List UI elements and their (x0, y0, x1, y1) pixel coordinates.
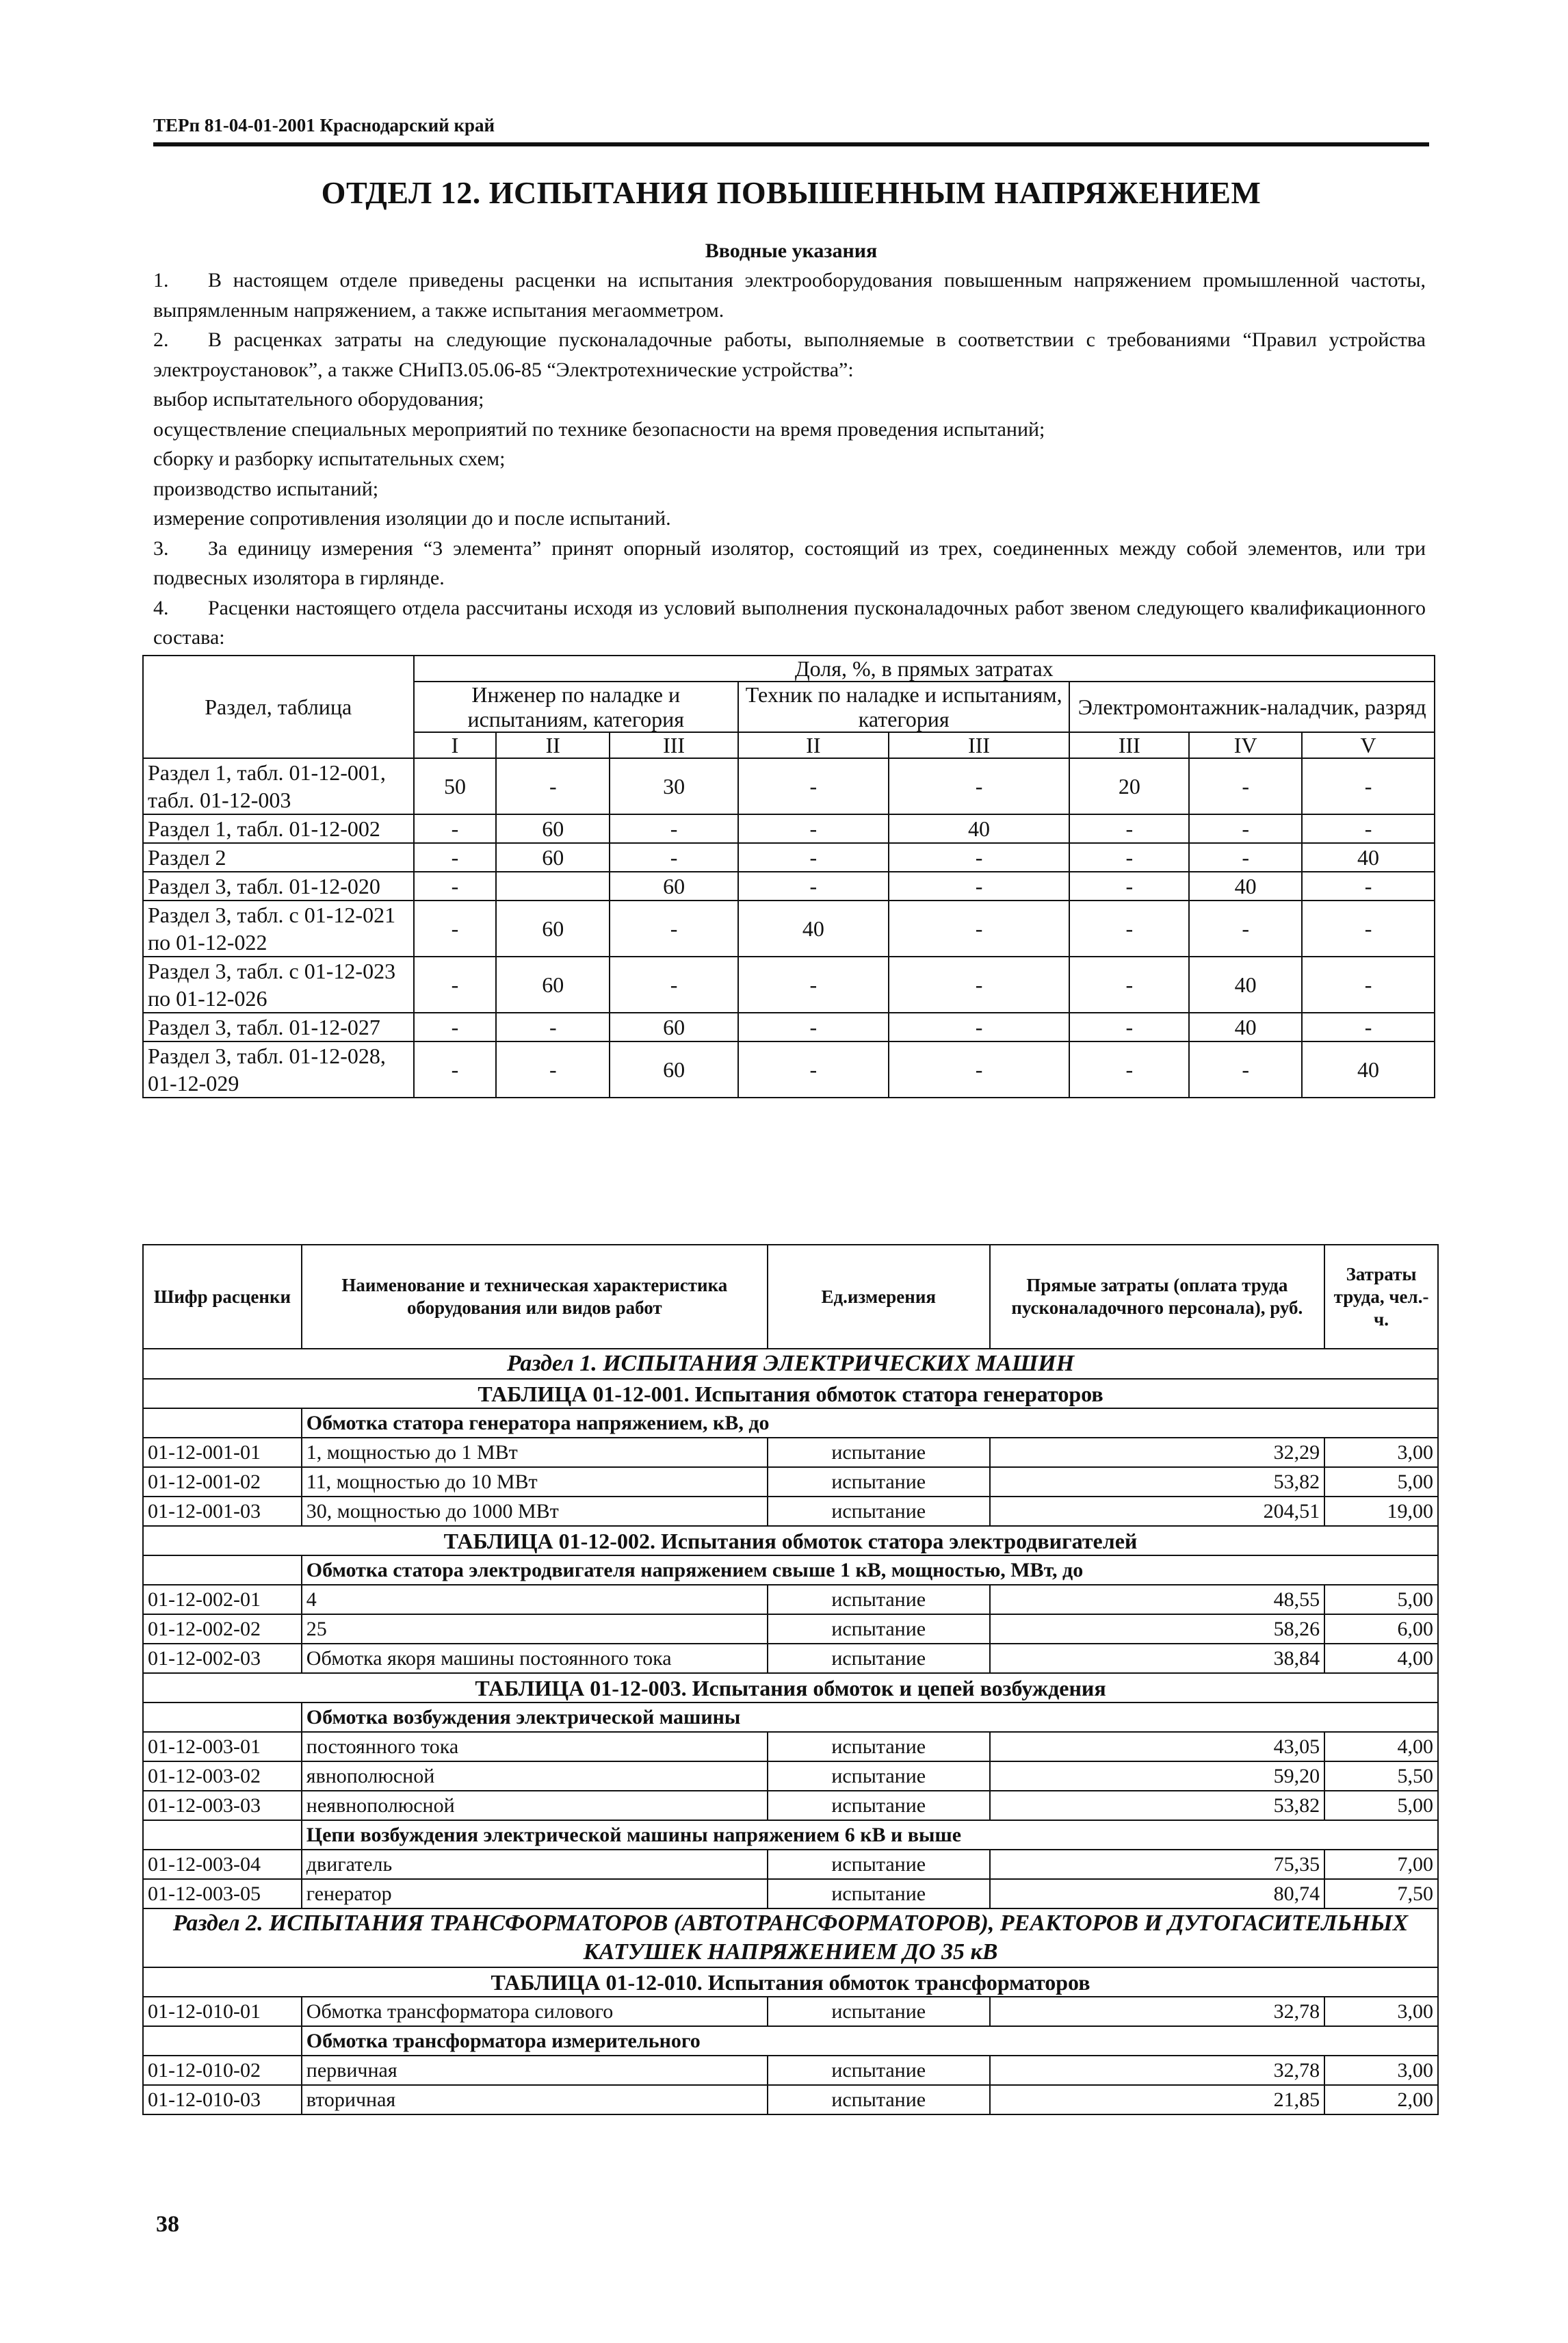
rate-cost: 58,26 (990, 1614, 1324, 1644)
rate-labor: 19,00 (1324, 1497, 1438, 1526)
staff-header-share: Доля, %, в прямых затратах (414, 656, 1435, 682)
rate-labor: 5,00 (1324, 1467, 1438, 1497)
staff-share-cell: 40 (1302, 1041, 1435, 1098)
staff-row (143, 901, 1435, 957)
staff-subheader-cell: II (738, 732, 889, 758)
staff-share-cell: - (1189, 843, 1302, 872)
staff-share-cell: 60 (496, 814, 610, 843)
table-row (143, 1879, 1438, 1908)
rate-unit: испытание (768, 2085, 990, 2114)
staff-subheader-cell: I (414, 732, 497, 758)
rate-unit: испытание (768, 2056, 990, 2085)
staff-share-cell: - (738, 1013, 889, 1041)
staff-share-cell: - (738, 1041, 889, 1098)
table-row (143, 1379, 1438, 1408)
paragraph-text: Расценки настоящего отдела рассчитаны исходя из условий выполнения пусконаладочных работ звеном следующего квалификационного состава: (153, 596, 1426, 649)
staff-row-label: Раздел 1, табл. 01-12-001, табл. 01-12-003 (143, 758, 414, 814)
staff-subheader-cell: III (1069, 732, 1189, 758)
paragraph-number: 3. (153, 536, 169, 560)
rate-code: 01-12-003-03 (143, 1791, 302, 1820)
rate-labor: 5,00 (1324, 1585, 1438, 1614)
table-row (143, 1614, 1438, 1644)
price-header-unit: Ед.измерения (768, 1245, 990, 1349)
staff-share-cell: - (1302, 814, 1435, 843)
empty-cell (143, 1703, 302, 1732)
rate-code: 01-12-002-03 (143, 1644, 302, 1673)
staff-share-cell: - (1069, 957, 1189, 1013)
staff-share-cell: - (1069, 901, 1189, 957)
staff-share-cell: - (414, 1041, 497, 1098)
rate-cost: 53,82 (990, 1791, 1324, 1820)
staff-share-cell: 60 (610, 1041, 738, 1098)
staff-share-cell: - (610, 901, 738, 957)
rate-labor: 5,50 (1324, 1761, 1438, 1791)
staff-share-cell: - (414, 814, 497, 843)
rate-name: неявнополюсной (302, 1791, 768, 1820)
intro-list-item: измерение сопротивления изоляции до и после испытаний. (153, 507, 671, 530)
staff-row (143, 957, 1435, 1013)
rate-cost: 21,85 (990, 2085, 1324, 2114)
staff-row-label: Раздел 3, табл. 01-12-020 (143, 872, 414, 901)
running-head: ТЕРп 81-04-01-2001 Краснодарский край (153, 115, 495, 135)
rate-labor: 7,50 (1324, 1879, 1438, 1908)
header-rule (153, 142, 1429, 146)
staff-row-label: Раздел 3, табл. с 01-12-023 по 01-12-026 (143, 957, 414, 1013)
intro-list-item: выбор испытательного оборудования; (153, 388, 484, 411)
staff-share-cell: - (496, 1041, 610, 1098)
rate-labor: 4,00 (1324, 1644, 1438, 1673)
rate-name: 4 (302, 1585, 768, 1614)
staff-share-cell: - (1069, 843, 1189, 872)
staff-share-cell: - (1302, 957, 1435, 1013)
staff-row (143, 1041, 1435, 1098)
staff-share-cell: - (738, 957, 889, 1013)
rate-name: 1, мощностью до 1 МВт (302, 1438, 768, 1467)
rate-name: генератор (302, 1879, 768, 1908)
rate-cost: 32,78 (990, 2056, 1324, 2085)
subgroup-title: Цепи возбуждения электрической машины напряжением 6 кВ и выше (302, 1820, 1438, 1850)
staff-share-cell: 40 (889, 814, 1070, 843)
rate-code: 01-12-003-04 (143, 1850, 302, 1879)
intro-paragraph-2 (153, 325, 1426, 385)
staff-share-cell: - (1189, 758, 1302, 814)
staff-share-cell: - (1302, 1013, 1435, 1041)
rate-cost: 53,82 (990, 1467, 1324, 1497)
staff-share-cell: - (1189, 1041, 1302, 1098)
staff-row (143, 872, 1435, 901)
paragraph-number: 2. (153, 328, 169, 351)
staff-subheader-cell: III (610, 732, 738, 758)
staff-share-cell: 60 (496, 843, 610, 872)
rate-cost: 43,05 (990, 1732, 1324, 1761)
intro-paragraph-4 (153, 593, 1426, 653)
rate-unit: испытание (768, 1732, 990, 1761)
staff-share-cell: - (738, 814, 889, 843)
staff-row-label: Раздел 3, табл. 01-12-028, 01-12-029 (143, 1041, 414, 1098)
staff-share-cell: - (496, 1013, 610, 1041)
staff-share-cell: - (1189, 901, 1302, 957)
staff-header-technician: Техник по наладке и испытаниям, категория (738, 682, 1069, 732)
staff-share-cell: 40 (1302, 843, 1435, 872)
intro-paragraph-1 (153, 266, 1426, 325)
staff-row-label: Раздел 3, табл. с 01-12-021 по 01-12-022 (143, 901, 414, 957)
rate-code: 01-12-010-03 (143, 2085, 302, 2114)
empty-cell (143, 1820, 302, 1850)
staff-share-cell: 60 (496, 901, 610, 957)
staff-row-label: Раздел 2 (143, 843, 414, 872)
table-row (143, 1791, 1438, 1820)
rate-code: 01-12-003-02 (143, 1761, 302, 1791)
staff-header-electrician: Электромонтажник-наладчик, разряд (1069, 682, 1435, 732)
subgroup-title: Обмотка статора электродвигателя напряжением свыше 1 кВ, мощностью, МВт, до (302, 1555, 1438, 1585)
staff-share-cell: - (1189, 814, 1302, 843)
staff-share-cell: 30 (610, 758, 738, 814)
rate-labor: 5,00 (1324, 1791, 1438, 1820)
table-row (143, 1997, 1438, 2026)
staff-share-cell: 60 (610, 872, 738, 901)
table-row (143, 1497, 1438, 1526)
staff-share-cell: - (889, 901, 1070, 957)
subgroup-title: Обмотка статора генератора напряжением, кВ, до (302, 1408, 1438, 1438)
table-row (143, 1438, 1438, 1467)
staff-share-cell: 50 (414, 758, 497, 814)
rate-name: Обмотка трансформатора силового (302, 1997, 768, 2026)
empty-cell (143, 1555, 302, 1585)
staff-row-label: Раздел 1, табл. 01-12-002 (143, 814, 414, 843)
rate-labor: 4,00 (1324, 1732, 1438, 1761)
rate-cost: 32,29 (990, 1438, 1324, 1467)
table-row (143, 1408, 1438, 1438)
paragraph-number: 4. (153, 596, 169, 619)
staff-share-cell: - (1069, 1041, 1189, 1098)
staff-share-cell: - (1069, 814, 1189, 843)
rate-labor: 3,00 (1324, 1997, 1438, 2026)
staff-subheader-cell: III (889, 732, 1070, 758)
staff-share-cell: - (738, 843, 889, 872)
rate-code: 01-12-003-05 (143, 1879, 302, 1908)
rate-cost: 48,55 (990, 1585, 1324, 1614)
table-title: ТАБЛИЦА 01-12-002. Испытания обмоток статора электродвигателей (143, 1526, 1438, 1555)
staff-share-cell: 40 (1189, 1013, 1302, 1041)
staff-share-cell: - (889, 1013, 1070, 1041)
table-row (143, 1850, 1438, 1879)
staff-header-section: Раздел, таблица (143, 656, 414, 758)
intro-paragraph-3 (153, 534, 1426, 593)
staff-share-cell: - (1302, 872, 1435, 901)
staff-table-body (143, 758, 1435, 1098)
table-row (143, 1585, 1438, 1614)
staff-share-cell: - (1302, 901, 1435, 957)
staff-share-cell: - (1069, 1013, 1189, 1041)
rate-cost: 32,78 (990, 1997, 1324, 2026)
rate-name: 30, мощностью до 1000 МВт (302, 1497, 768, 1526)
staff-share-cell (496, 872, 610, 901)
staff-share-cell: 40 (1189, 957, 1302, 1013)
staff-share-cell: - (1069, 872, 1189, 901)
table-row (143, 2026, 1438, 2056)
table-row (143, 1526, 1438, 1555)
staff-share-cell: 40 (738, 901, 889, 957)
paragraph-text: В расценках затраты на следующие пусконаладочные работы, выполняемые в соответствии с требованиями “Правил устройства электроустановок”, а также СНиП3.05.06-85 “Электротехнические устройства”: (153, 328, 1426, 381)
table-row (143, 1555, 1438, 1585)
empty-cell (143, 1408, 302, 1438)
price-table (142, 1244, 1439, 2115)
rate-code: 01-12-003-01 (143, 1732, 302, 1761)
rate-name: постоянного тока (302, 1732, 768, 1761)
staff-share-cell: - (610, 814, 738, 843)
staff-share-cell: - (414, 1013, 497, 1041)
staff-share-cell: - (889, 1041, 1070, 1098)
staff-share-cell: 40 (1189, 872, 1302, 901)
rate-unit: испытание (768, 1997, 990, 2026)
section-title: ОТДЕЛ 12. ИСПЫТАНИЯ ПОВЫШЕННЫМ НАПРЯЖЕНИЕМ (321, 175, 1262, 210)
rate-name: первичная (302, 2056, 768, 2085)
staff-share-cell: - (496, 758, 610, 814)
table-row (143, 1761, 1438, 1791)
rate-cost: 75,35 (990, 1850, 1324, 1879)
staff-row (143, 843, 1435, 872)
staff-share-cell: 20 (1069, 758, 1189, 814)
table-row (143, 2085, 1438, 2114)
rate-unit: испытание (768, 1585, 990, 1614)
rate-name: 25 (302, 1614, 768, 1644)
table-row (143, 1820, 1438, 1850)
staff-share-cell: - (414, 843, 497, 872)
rate-name: 11, мощностью до 10 МВт (302, 1467, 768, 1497)
rate-code: 01-12-010-02 (143, 2056, 302, 2085)
paragraph-number: 1. (153, 269, 169, 292)
rate-code: 01-12-001-01 (143, 1438, 302, 1467)
rate-labor: 7,00 (1324, 1850, 1438, 1879)
rate-unit: испытание (768, 1614, 990, 1644)
intro-list-item: сборку и разборку испытательных схем; (153, 448, 506, 470)
staff-subheader-cell: IV (1189, 732, 1302, 758)
table-row (143, 1908, 1438, 1967)
staff-share-cell: - (414, 957, 497, 1013)
staff-header-engineer: Инженер по наладке и испытаниям, категория (414, 682, 738, 732)
intro-list-item: осуществление специальных мероприятий по технике безопасности на время проведения испытаний; (153, 417, 1045, 441)
staff-row (143, 758, 1435, 814)
intro-list-item: производство испытаний; (153, 477, 379, 500)
table-title: ТАБЛИЦА 01-12-001. Испытания обмоток статора генераторов (143, 1379, 1438, 1408)
subgroup-title: Обмотка возбуждения электрической машины (302, 1703, 1438, 1732)
price-table-body (143, 1349, 1438, 2114)
table-title: ТАБЛИЦА 01-12-003. Испытания обмоток и цепей возбуждения (143, 1673, 1438, 1703)
staff-share-cell: - (610, 957, 738, 1013)
staff-row (143, 814, 1435, 843)
staff-share-cell: - (414, 872, 497, 901)
rate-unit: испытание (768, 1644, 990, 1673)
rate-name: двигатель (302, 1850, 768, 1879)
page-number: 38 (156, 2212, 179, 2237)
rate-code: 01-12-001-03 (143, 1497, 302, 1526)
paragraph-text: За единицу измерения “3 элемента” принят опорный изолятор, состоящий из трех, соединенных между собой элементов, или три подвесных изолятора в гирлянде. (153, 536, 1426, 589)
table-row (143, 1349, 1438, 1379)
staff-share-cell: - (889, 758, 1070, 814)
staff-share-cell: - (889, 843, 1070, 872)
table-row (143, 1673, 1438, 1703)
table-row (143, 1467, 1438, 1497)
table-row (143, 1644, 1438, 1673)
rate-unit: испытание (768, 1791, 990, 1820)
paragraph-text: В настоящем отделе приведены расценки на испытания электрооборудования повышенным напряжением промышленной частоты, выпрямленным напряжением, а также испытания мегаомметром. (153, 269, 1426, 322)
staff-composition-table (142, 655, 1435, 1098)
rate-cost: 80,74 (990, 1879, 1324, 1908)
rate-cost: 204,51 (990, 1497, 1324, 1526)
staff-row-label: Раздел 3, табл. 01-12-027 (143, 1013, 414, 1041)
staff-share-cell: - (610, 843, 738, 872)
rate-code: 01-12-002-01 (143, 1585, 302, 1614)
rate-unit: испытание (768, 1467, 990, 1497)
rate-name: явнополюсной (302, 1761, 768, 1791)
price-header-name: Наименование и техническая характеристика оборудования или видов работ (302, 1245, 768, 1349)
rate-unit: испытание (768, 1438, 990, 1467)
section-heading: Раздел 2. ИСПЫТАНИЯ ТРАНСФОРМАТОРОВ (АВТОТРАНСФОРМАТОРОВ), РЕАКТОРОВ И ДУГОГАСИТЕЛЬНЫХ КАТУШЕК НАПРЯЖЕНИЕМ ДО 35 кВ (143, 1908, 1438, 1967)
price-header-cost: Прямые затраты (оплата труда пусконаладочного персонала), руб. (990, 1245, 1324, 1349)
rate-cost: 38,84 (990, 1644, 1324, 1673)
table-row (143, 2056, 1438, 2085)
rate-code: 01-12-001-02 (143, 1467, 302, 1497)
staff-share-cell: - (889, 957, 1070, 1013)
staff-share-cell: - (414, 901, 497, 957)
staff-subheader-cell: V (1302, 732, 1435, 758)
table-row (143, 1967, 1438, 1997)
staff-subheader-cell: II (496, 732, 610, 758)
rate-labor: 6,00 (1324, 1614, 1438, 1644)
rate-unit: испытание (768, 1497, 990, 1526)
table-title: ТАБЛИЦА 01-12-010. Испытания обмоток трансформаторов (143, 1967, 1438, 1997)
subgroup-title: Обмотка трансформатора измерительного (302, 2026, 1438, 2056)
staff-row (143, 1013, 1435, 1041)
rate-code: 01-12-002-02 (143, 1614, 302, 1644)
staff-share-cell: - (738, 758, 889, 814)
rate-name: Обмотка якоря машины постоянного тока (302, 1644, 768, 1673)
price-header-labor: Затраты труда, чел.-ч. (1324, 1245, 1438, 1349)
intro-heading: Вводные указания (705, 240, 878, 262)
section-heading: Раздел 1. ИСПЫТАНИЯ ЭЛЕКТРИЧЕСКИХ МАШИН (143, 1349, 1438, 1379)
empty-cell (143, 2026, 302, 2056)
staff-share-cell: 60 (496, 957, 610, 1013)
price-header-code: Шифр расценки (143, 1245, 302, 1349)
rate-name: вторичная (302, 2085, 768, 2114)
rate-unit: испытание (768, 1879, 990, 1908)
rate-labor: 3,00 (1324, 2056, 1438, 2085)
rate-code: 01-12-010-01 (143, 1997, 302, 2026)
staff-share-cell: - (1302, 758, 1435, 814)
rate-labor: 2,00 (1324, 2085, 1438, 2114)
rate-cost: 59,20 (990, 1761, 1324, 1791)
rate-unit: испытание (768, 1850, 990, 1879)
staff-share-cell: - (738, 872, 889, 901)
staff-share-cell: 60 (610, 1013, 738, 1041)
intro-text (153, 266, 1426, 653)
table-row (143, 1732, 1438, 1761)
staff-share-cell: - (889, 872, 1070, 901)
table-row (143, 1703, 1438, 1732)
rate-labor: 3,00 (1324, 1438, 1438, 1467)
rate-unit: испытание (768, 1761, 990, 1791)
